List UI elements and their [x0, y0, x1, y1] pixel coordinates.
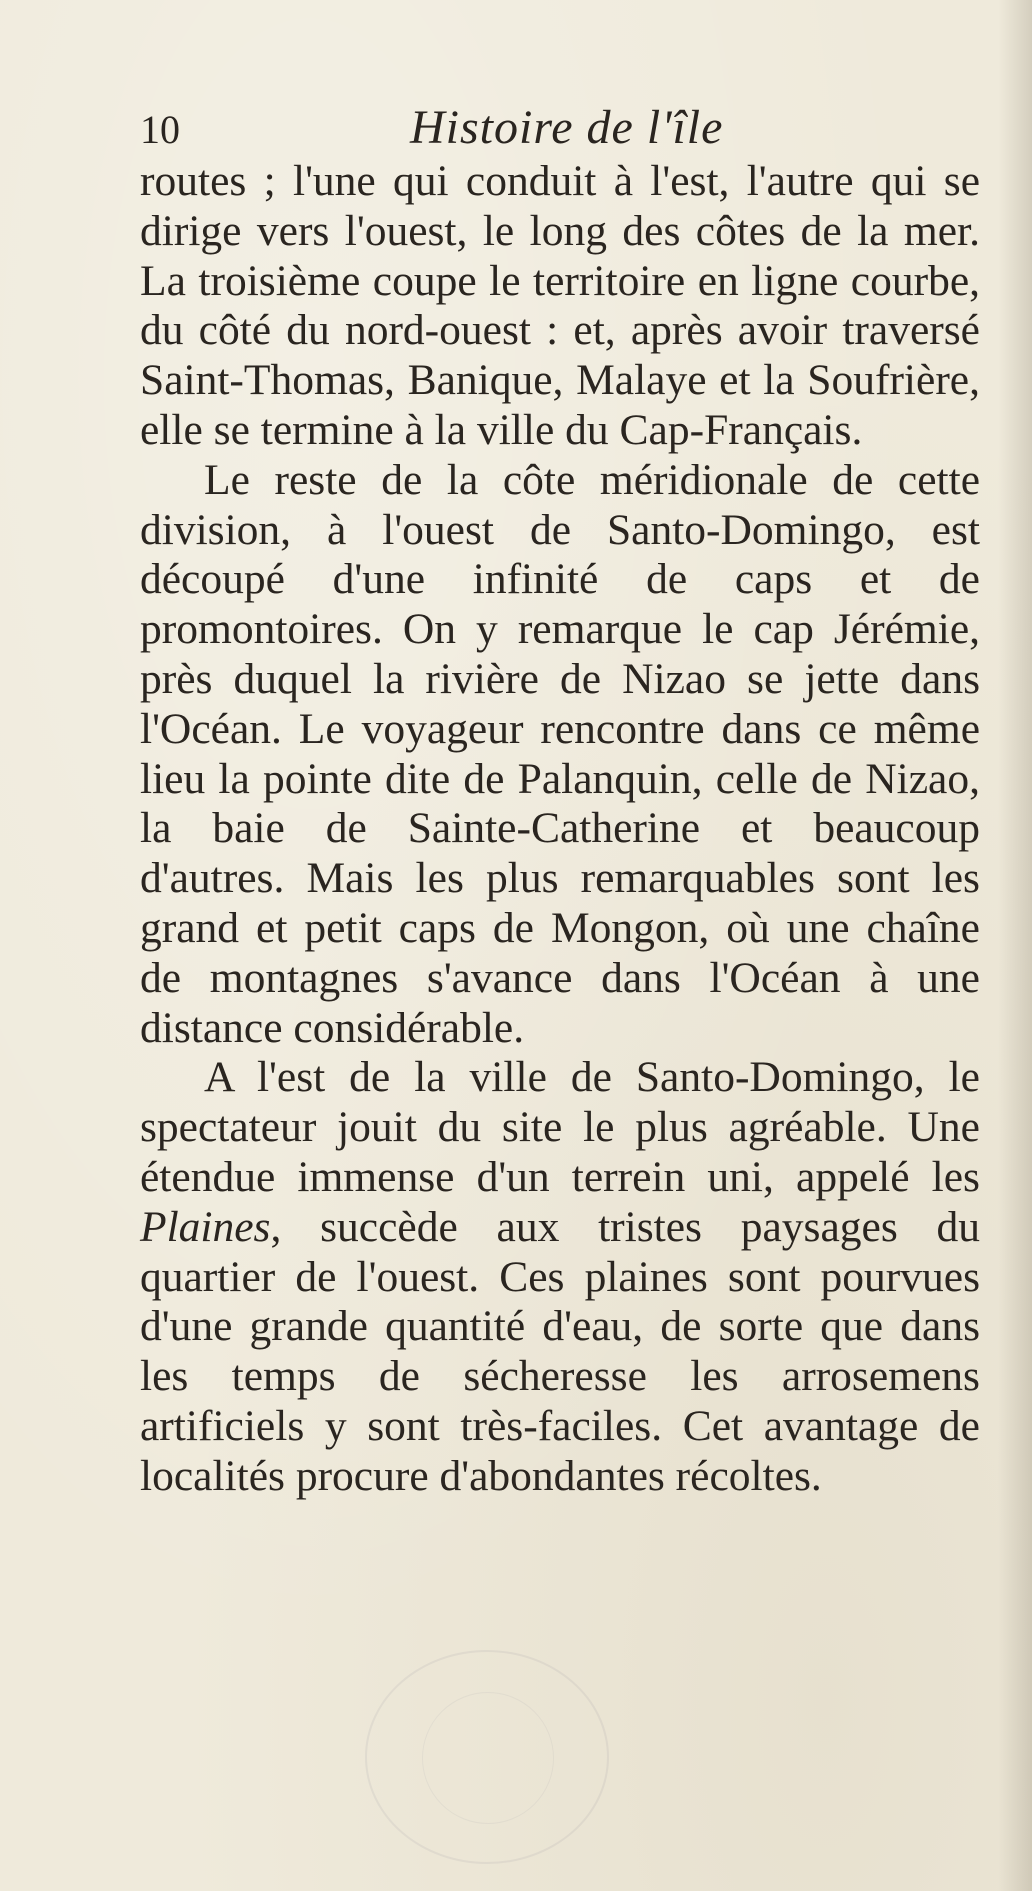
paragraph-south-coast: Le reste de la côte méridionale de cette division, à l'ouest de Santo-Domingo, est découpé d'une infinité de caps et de promontoires. On y remarque le cap Jérémie, près duquel la rivière de Nizao se jette dans l'Océan. Le voyageur rencontre dans ce même lieu la pointe dite de Palanquin, celle de Nizao, la baie de Sainte-Catherine et beaucoup d'autres. Mais les plus remarquables sont les grand et petit caps de Mongon, où une chaîne de montagnes s'avance dans l'Océan à une distance considérable. [140, 455, 980, 1052]
library-stamp-inner-ring [422, 1692, 554, 1824]
plaines-emphasis: Plaines [140, 1202, 271, 1251]
library-stamp [365, 1650, 609, 1864]
page-number: 10 [140, 107, 180, 152]
page-header [140, 100, 980, 160]
paragraph-plains-text-before: A l'est de la ville de Santo-Domingo, le spectateur jouit du site le plus agréable. Une étendue immense d'un terrein uni, appelé les [140, 1053, 980, 1201]
running-head: Histoire de l'île [410, 101, 724, 154]
paragraph-plains [140, 1053, 980, 1501]
paragraph-plains-text-after: , succède aux tristes paysages du quartier de l'ouest. Ces plaines sont pourvues d'une grande quantité d'eau, de sorte que dans les temps de sécheresse les arrosemens artificiels y sont très-faciles. Cet avantage de localités procure d'abondantes récoltes. [140, 1202, 980, 1500]
page-body [140, 157, 980, 1502]
paragraph-continuation: routes ; l'une qui conduit à l'est, l'autre qui se dirige vers l'ouest, le long des côtes de la mer. La troisième coupe le territoire en ligne courbe, du côté du nord-ouest : et, après avoir traversé Saint-Thomas, Banique, Malaye et la Soufrière, elle se termine à la ville du Cap-Français. [140, 157, 980, 454]
